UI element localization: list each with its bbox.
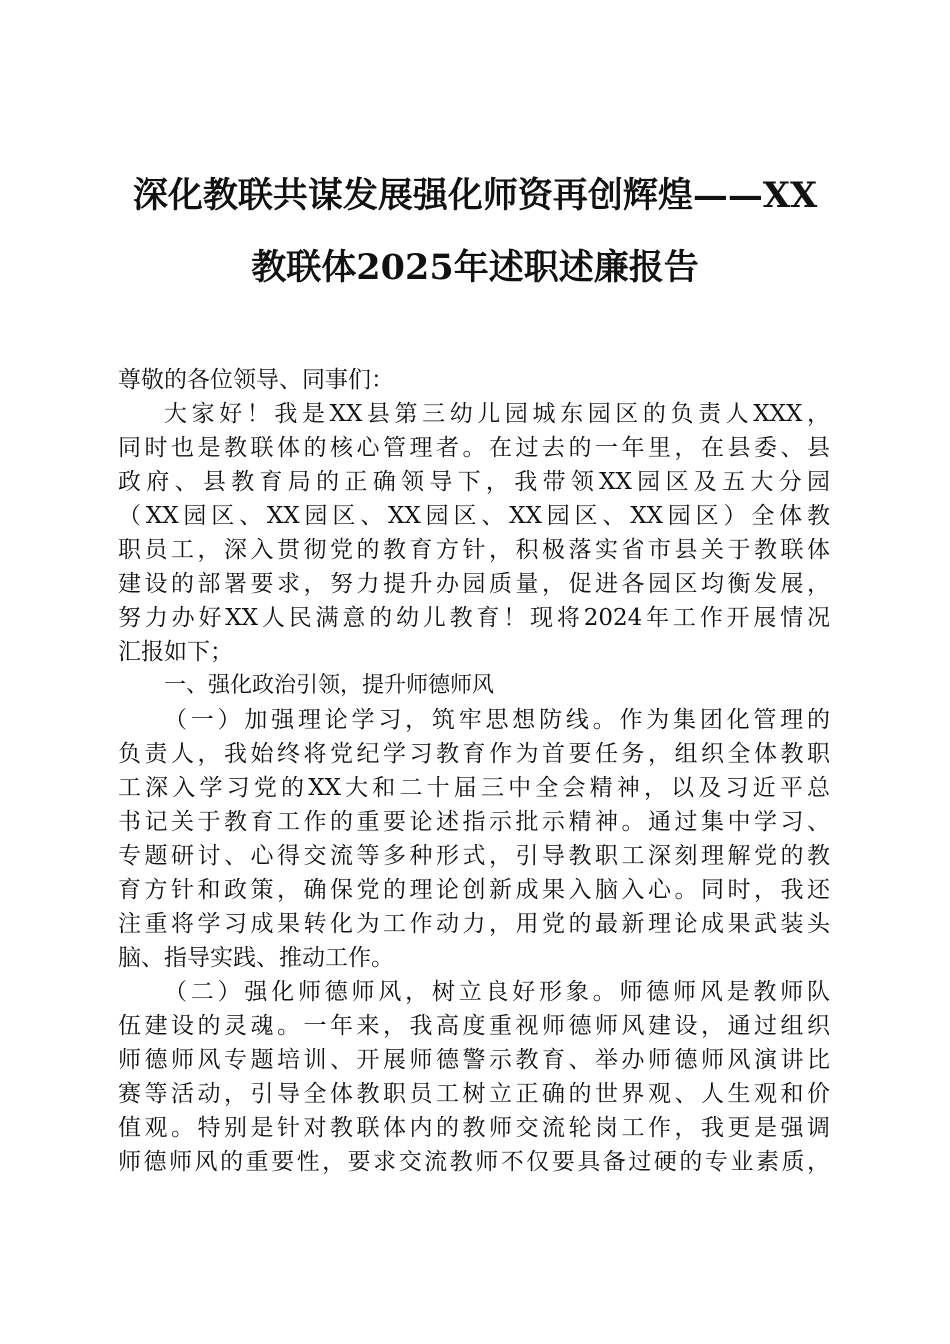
paragraph-1-line: 汇报如下； [118, 639, 233, 665]
paragraph-2-line: 育方针和政策，确保党的理论创新成果入脑入心。同时，我还 [118, 877, 830, 903]
paragraph-1-line: 大家好！我是XX县第三幼儿园城东园区的负责人XXX， [164, 401, 830, 427]
paragraph-2-line: 工深入学习党的XX大和二十届三中全会精神，以及习近平总 [118, 775, 830, 801]
paragraph-2-line: （一）加强理论学习，筑牢思想防线。作为集团化管理的 [164, 707, 830, 733]
paragraph-3-line: （二）强化师德师风，树立良好形象。师德师风是教师队 [164, 979, 830, 1005]
paragraph-2-line: 负责人，我始终将党纪学习教育作为首要任务，组织全体教职 [118, 741, 830, 767]
document-title-line-1: 深化教联共谋发展强化师资再创辉煌——XX [132, 175, 818, 216]
paragraph-1-line: 同时也是教联体的核心管理者。在过去的一年里，在县委、县 [118, 435, 830, 461]
paragraph-1-line: 政府、县教育局的正确领导下，我带领XX园区及五大分园 [118, 469, 830, 495]
paragraph-3-line: 赛等活动，引导全体教职员工树立正确的世界观、人生观和价 [118, 1081, 830, 1107]
paragraph-1-line: 职员工，深入贯彻党的教育方针，积极落实省市县关于教联体 [118, 537, 830, 563]
salutation: 尊敬的各位领导、同事们： [118, 367, 394, 393]
paragraph-1-line: 努力办好XX人民满意的幼儿教育！现将2024年工作开展情况 [118, 605, 830, 631]
paragraph-2-line: 脑、指导实践、推动工作。 [118, 945, 394, 971]
paragraph-1-line: 建设的部署要求，努力提升办园质量，促进各园区均衡发展， [118, 571, 830, 597]
paragraph-3-line: 师德师风专题培训、开展师德警示教育、举办师德师风演讲比 [118, 1047, 830, 1073]
paragraph-2-line: 专题研讨、心得交流等多种形式，引导教职工深刻理解党的教 [118, 843, 830, 869]
document-body [118, 363, 830, 1179]
paragraph-3-line: 师德师风的重要性，要求交流教师不仅要具备过硬的专业素质， [118, 1149, 830, 1175]
paragraph-3-line: 值观。特别是针对教联体内的教师交流轮岗工作，我更是强调 [118, 1115, 830, 1141]
document-title-line-2: 教联体2025年述职述廉报告 [251, 247, 699, 288]
paragraph-2-line: 书记关于教育工作的重要论述指示批示精神。通过集中学习、 [118, 809, 830, 835]
paragraph-3-line: 伍建设的灵魂。一年来，我高度重视师德师风建设，通过组织 [118, 1013, 830, 1039]
section-heading-1: 一、强化政治引领，提升师德师风 [164, 673, 495, 698]
paragraph-2-line: 注重将学习成果转化为工作动力，用党的最新理论成果武装头 [118, 911, 830, 937]
paragraph-1-line: （XX园区、XX园区、XX园区、XX园区、XX园区）全体教 [118, 503, 830, 529]
